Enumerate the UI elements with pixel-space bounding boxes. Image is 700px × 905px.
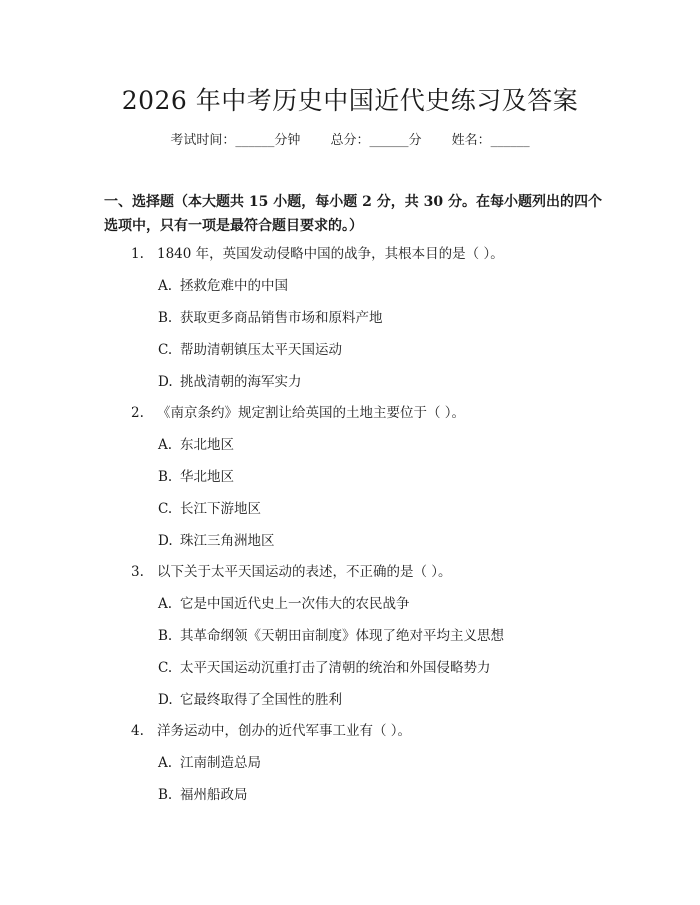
option-letter: B. bbox=[158, 787, 173, 803]
question-1-option bbox=[158, 308, 383, 328]
question-1-option bbox=[158, 276, 288, 296]
question-number: 4. bbox=[131, 723, 144, 739]
option-letter: C. bbox=[158, 501, 173, 517]
option-text: 福州船政局 bbox=[180, 787, 248, 803]
option-letter: B. bbox=[158, 628, 173, 644]
option-letter: A. bbox=[158, 755, 173, 771]
option-text: 长江下游地区 bbox=[180, 501, 261, 517]
question-number: 1. bbox=[131, 246, 144, 262]
question-number: 2. bbox=[131, 405, 144, 421]
option-text: 挑战清朝的海军实力 bbox=[180, 374, 302, 390]
exam-time-field: 考试时间：______分钟 bbox=[170, 133, 301, 148]
question-3-option bbox=[158, 658, 491, 678]
page-title: 2026 年中考历史中国近代史练习及答案 bbox=[121, 86, 579, 115]
option-letter: A. bbox=[158, 596, 173, 612]
option-text: 东北地区 bbox=[180, 437, 234, 453]
student-name-field: 姓名：______ bbox=[451, 133, 530, 148]
question-4-option bbox=[158, 785, 248, 805]
question-text: 《南京条约》规定割让给英国的土地主要位于（ ）。 bbox=[157, 405, 466, 421]
option-letter: C. bbox=[158, 660, 173, 676]
question-3-option bbox=[158, 690, 342, 710]
question-4 bbox=[131, 721, 411, 741]
total-score-field: 总分：______分 bbox=[330, 133, 422, 148]
option-text: 它是中国近代史上一次伟大的农民战争 bbox=[180, 596, 410, 612]
question-1-option bbox=[158, 372, 302, 392]
option-letter: D. bbox=[158, 374, 173, 390]
question-1-option bbox=[158, 340, 342, 360]
option-letter: A. bbox=[158, 278, 173, 294]
option-text: 拯救危难中的中国 bbox=[180, 278, 288, 294]
exam-meta bbox=[0, 131, 700, 151]
question-2-option bbox=[158, 467, 234, 487]
question-2-option bbox=[158, 531, 275, 551]
option-letter: C. bbox=[158, 342, 173, 358]
question-1 bbox=[131, 244, 504, 264]
question-3-option bbox=[158, 626, 504, 646]
option-letter: A. bbox=[158, 437, 173, 453]
question-text: 洋务运动中，创办的近代军事工业有（ ）。 bbox=[157, 723, 412, 739]
question-3-option bbox=[158, 594, 410, 614]
question-2-option bbox=[158, 435, 234, 455]
option-text: 珠江三角洲地区 bbox=[180, 533, 275, 549]
question-3 bbox=[131, 562, 452, 582]
option-letter: B. bbox=[158, 469, 173, 485]
question-2 bbox=[131, 403, 465, 423]
option-letter: D. bbox=[158, 692, 173, 708]
option-letter: D. bbox=[158, 533, 173, 549]
option-text: 太平天国运动沉重打击了清朝的统治和外国侵略势力 bbox=[180, 660, 491, 676]
section-heading: 一、选择题（本大题共 15 小题，每小题 2 分，共 30 分。在每小题列出的四个选项中，只有一项是最符合题目要求的。） bbox=[104, 194, 602, 234]
option-text: 获取更多商品销售市场和原料产地 bbox=[180, 310, 383, 326]
option-text: 江南制造总局 bbox=[180, 755, 261, 771]
option-text: 帮助清朝镇压太平天国运动 bbox=[180, 342, 342, 358]
question-2-option bbox=[158, 499, 261, 519]
option-text: 其革命纲领《天朝田亩制度》体现了绝对平均主义思想 bbox=[180, 628, 504, 644]
question-text: 以下关于太平天国运动的表述，不正确的是（ ）。 bbox=[157, 564, 452, 580]
option-text: 华北地区 bbox=[180, 469, 234, 485]
question-number: 3. bbox=[131, 564, 144, 580]
question-4-option bbox=[158, 753, 261, 773]
option-letter: B. bbox=[158, 310, 173, 326]
question-text: 1840 年，英国发动侵略中国的战争，其根本目的是（ ）。 bbox=[157, 246, 504, 262]
option-text: 它最终取得了全国性的胜利 bbox=[180, 692, 342, 708]
